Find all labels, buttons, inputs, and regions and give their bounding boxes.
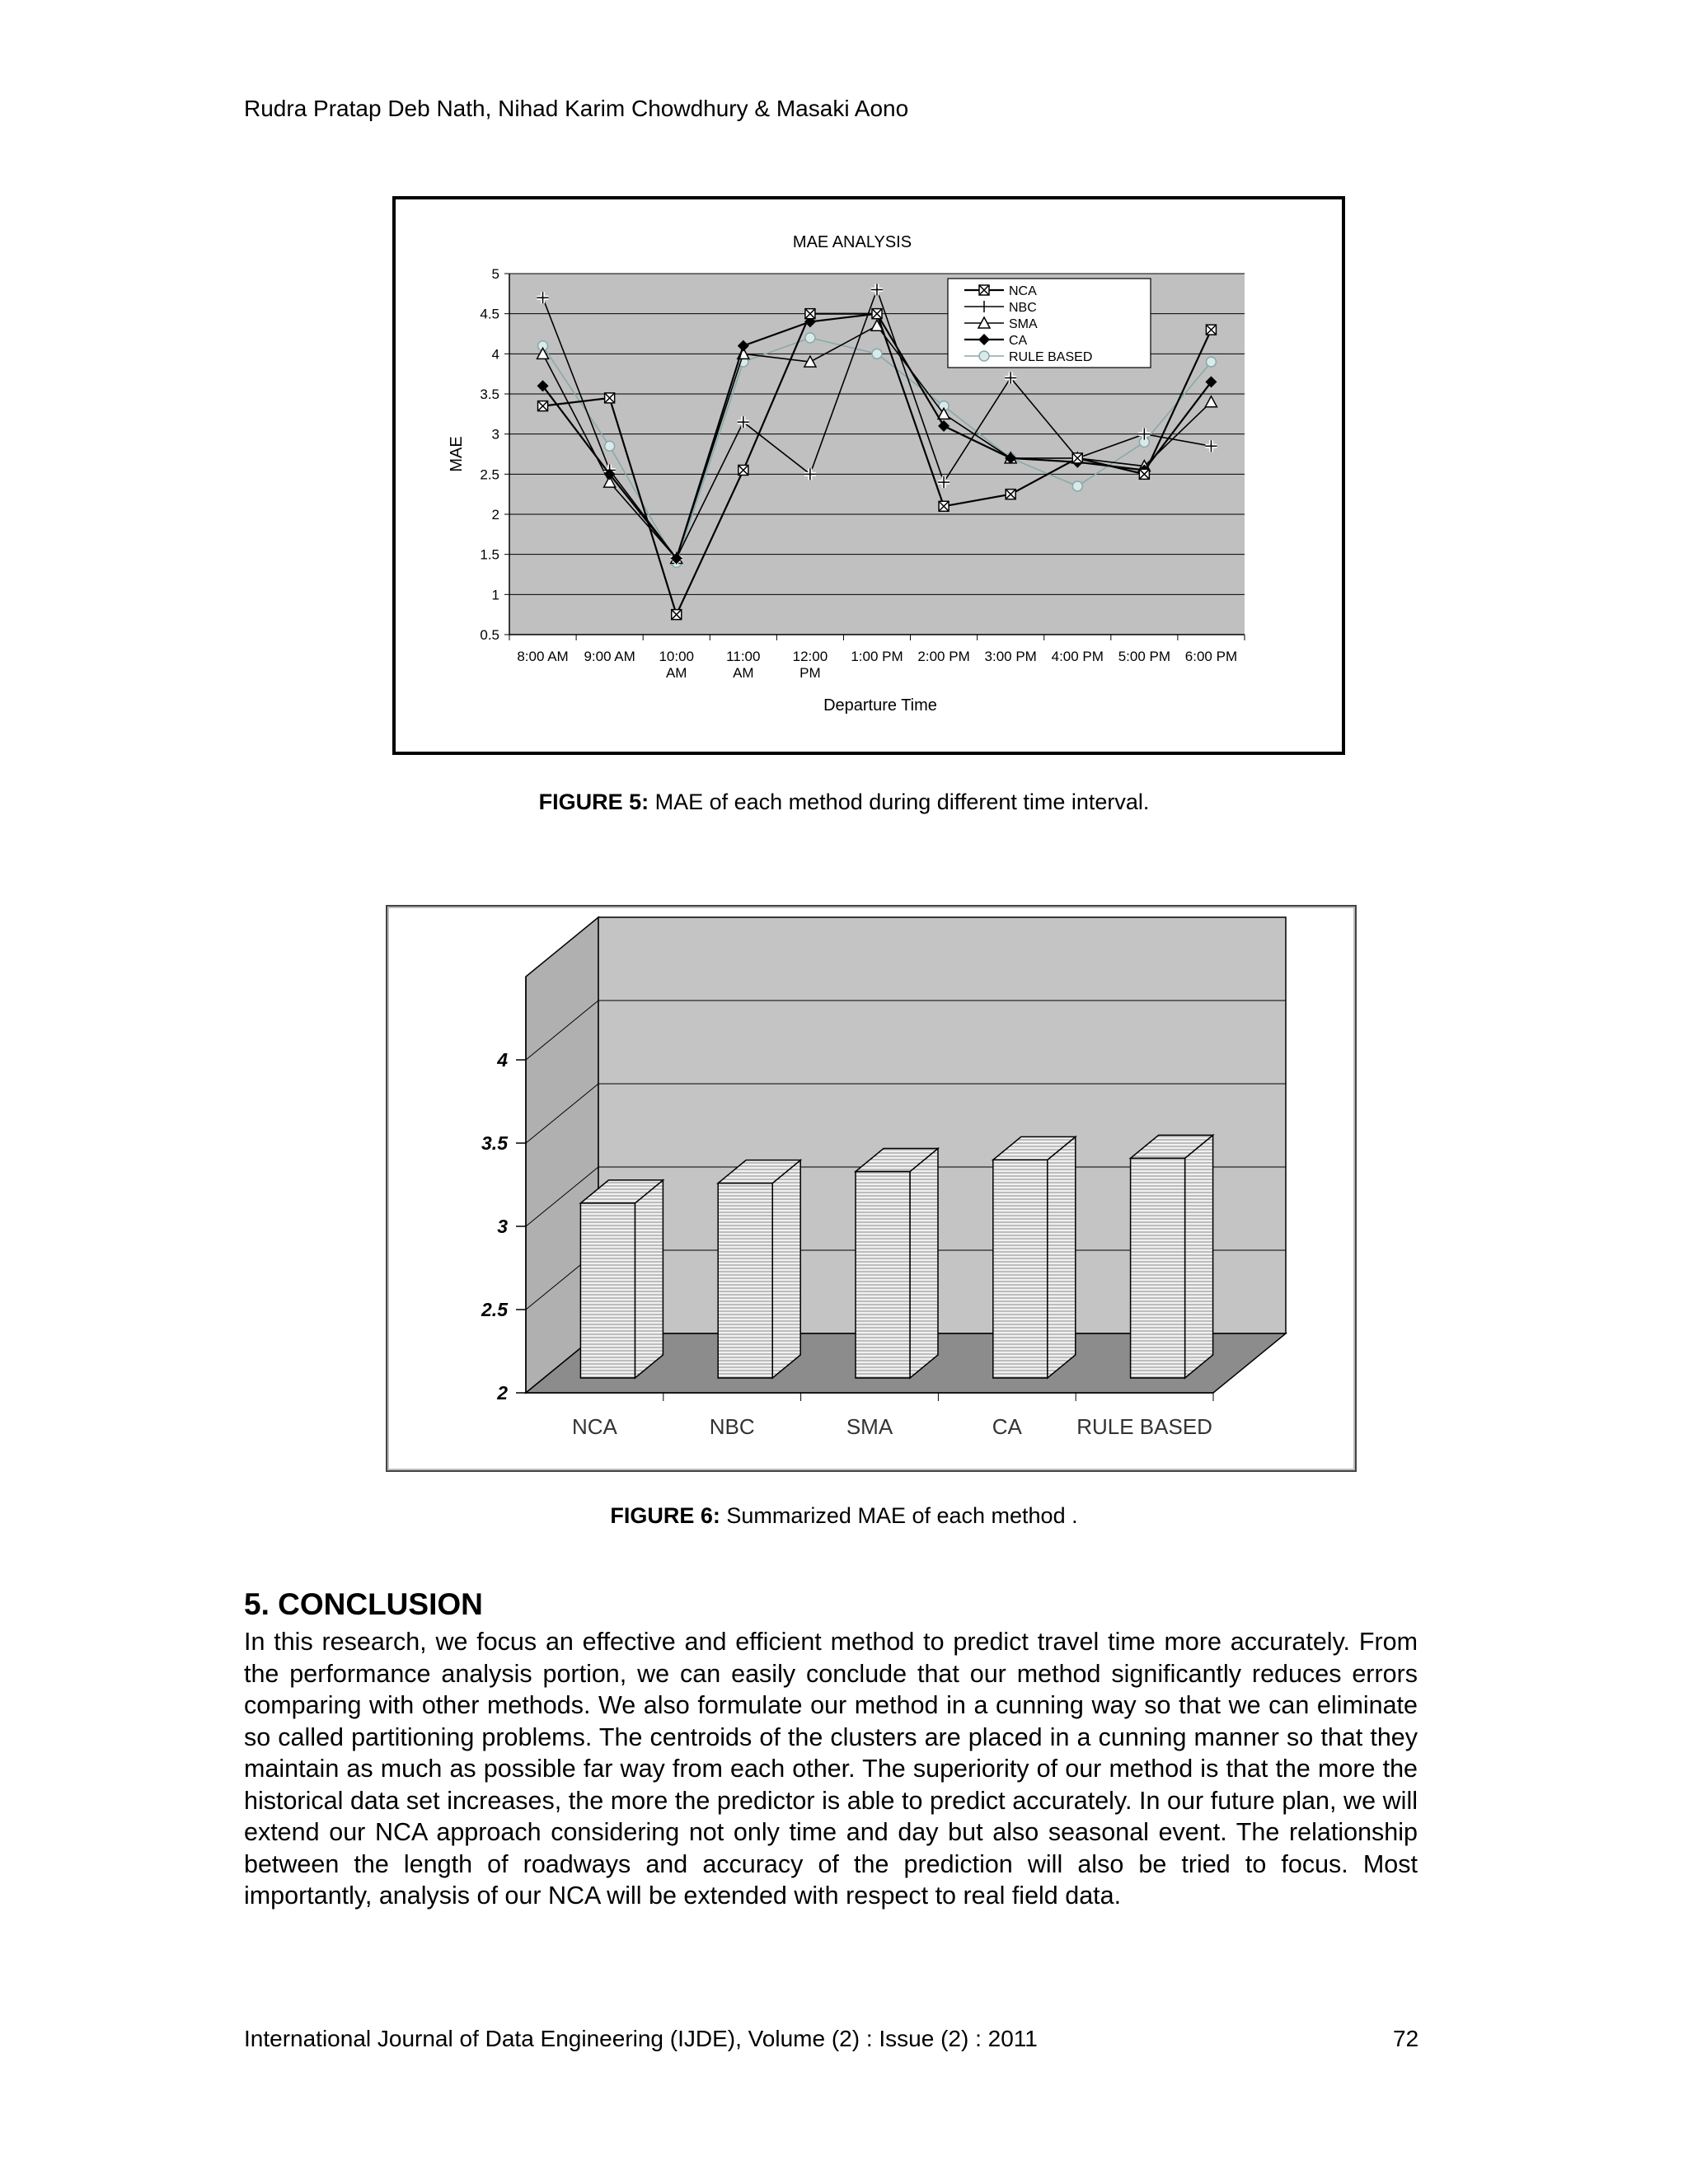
bar-side	[772, 1160, 800, 1378]
x-tick-label: 3:00 PM	[984, 649, 1037, 664]
running-header: Rudra Pratap Deb Nath, Nihad Karim Chowdhury & Masaki Aono	[244, 96, 909, 121]
mae-line-chart	[396, 199, 1342, 752]
x-tick-label: 4:00 PM	[1051, 649, 1104, 664]
x-tick-label: 11:00	[726, 649, 761, 664]
figure-6-frame	[386, 905, 1357, 1472]
y-tick-label: 4.5	[480, 306, 499, 322]
legend-entry-label: RULE BASED	[1009, 350, 1093, 364]
y-tick-label: 3	[497, 1216, 508, 1237]
bar-ca	[993, 1137, 1076, 1378]
x-tick-label: RULE BASED	[1076, 1414, 1212, 1439]
bar-side	[910, 1149, 938, 1378]
page-number: 72	[1393, 2026, 1419, 2051]
legend-entry-label: NBC	[1009, 301, 1037, 315]
bar-side	[1048, 1137, 1076, 1378]
journal-footer: International Journal of Data Engineering (IJDE), Volume (2) : Issue (2) : 2011	[244, 2026, 1038, 2051]
y-tick-label: 3.5	[481, 1132, 508, 1154]
x-tick-label: NBC	[709, 1414, 755, 1439]
figure-5-text: MAE of each method during different time interval.	[649, 790, 1150, 814]
x-tick-label: 1:00 PM	[851, 649, 903, 664]
legend-entry-label: SMA	[1009, 317, 1038, 331]
y-axis-label: MAE	[448, 436, 466, 472]
y-tick-label: 2.5	[480, 466, 499, 483]
y-tick-label: 4	[497, 1049, 508, 1071]
x-tick-label: 6:00 PM	[1184, 649, 1238, 664]
bar-nca	[580, 1180, 663, 1378]
x-tick-label: 2:00 PM	[917, 649, 970, 664]
y-tick-label: 2.5	[481, 1299, 508, 1320]
section-heading: 5. CONCLUSION	[244, 1587, 483, 1621]
bar-nbc	[718, 1160, 800, 1378]
x-tick-label: CA	[992, 1414, 1022, 1439]
legend-entry-label: NCA	[1009, 284, 1037, 298]
x-tick-label: 10:00	[659, 649, 695, 664]
y-tick-label: 3	[491, 426, 499, 443]
figure-6-label: FIGURE 6:	[610, 1503, 720, 1528]
figure-5-label: FIGURE 5:	[538, 790, 649, 814]
x-tick-label: 5:00 PM	[1118, 649, 1171, 664]
average-mae-bar-chart	[387, 907, 1355, 1470]
figure-5-caption	[0, 790, 1688, 815]
x-axis-label: Departure Time	[823, 696, 937, 715]
data-point	[872, 349, 882, 359]
bar-front	[1131, 1158, 1185, 1378]
y-tick-label: 3.5	[480, 387, 499, 402]
x-tick-label: AM	[733, 665, 754, 681]
bar-front	[856, 1172, 910, 1378]
data-point	[1072, 481, 1082, 491]
x-tick-label: NCA	[571, 1414, 617, 1439]
bar-rule-based	[1131, 1135, 1213, 1378]
x-tick-label: AM	[665, 665, 687, 681]
data-point	[805, 333, 815, 343]
y-tick-label: 0.5	[480, 627, 499, 643]
figure-5-frame	[392, 196, 1345, 755]
figure-6-caption	[0, 1503, 1688, 1529]
x-tick-label: 8:00 AM	[517, 649, 569, 664]
y-tick-label: 5	[491, 266, 499, 282]
bar-side	[635, 1180, 663, 1378]
y-tick-label: 4	[491, 346, 499, 363]
conclusion-paragraph: In this research, we focus an effective and efficient method to predict travel time more accurately. From the performance analysis portion, we can easily conclude that our method significantly reduces errors comparing with other methods. We also formulate our method in a cunning way so that we can eliminate so called partitioning problems. The centroids of the clusters are placed in a cunning manner so that they maintain as much as possible far way from each other. The superiority of our method is that the more the historical data set increases, the more the predictor is able to predict accurately. In our future plan, we will extend our NCA approach considering not only time and day but also seasonal event. The relationship between the length of roadways and accuracy of the prediction will also be tried to focus. Most importantly, analysis of our NCA will be extended with respect to real field data.	[244, 1628, 1418, 1910]
bar-sma	[856, 1149, 938, 1378]
figure-6-text: Summarized MAE of each method .	[720, 1503, 1078, 1528]
chart-title: MAE ANALYSIS	[792, 233, 912, 251]
legend-entry-label: CA	[1009, 334, 1028, 348]
y-tick-label: 1	[491, 587, 499, 603]
bar-front	[580, 1203, 635, 1378]
bar-front	[718, 1183, 772, 1378]
bar-side	[1185, 1135, 1213, 1378]
y-tick-label: 1.5	[480, 546, 499, 563]
x-tick-label: 9:00 AM	[584, 649, 635, 664]
legend-marker	[979, 351, 989, 361]
data-point	[1206, 357, 1216, 367]
bar-front	[993, 1160, 1048, 1378]
x-tick-label: 12:00	[792, 649, 828, 664]
y-tick-label: 2	[497, 1382, 508, 1404]
data-point	[605, 441, 615, 451]
y-tick-label: 2	[491, 507, 499, 523]
x-tick-label: SMA	[846, 1414, 893, 1439]
x-tick-label: PM	[799, 665, 821, 681]
